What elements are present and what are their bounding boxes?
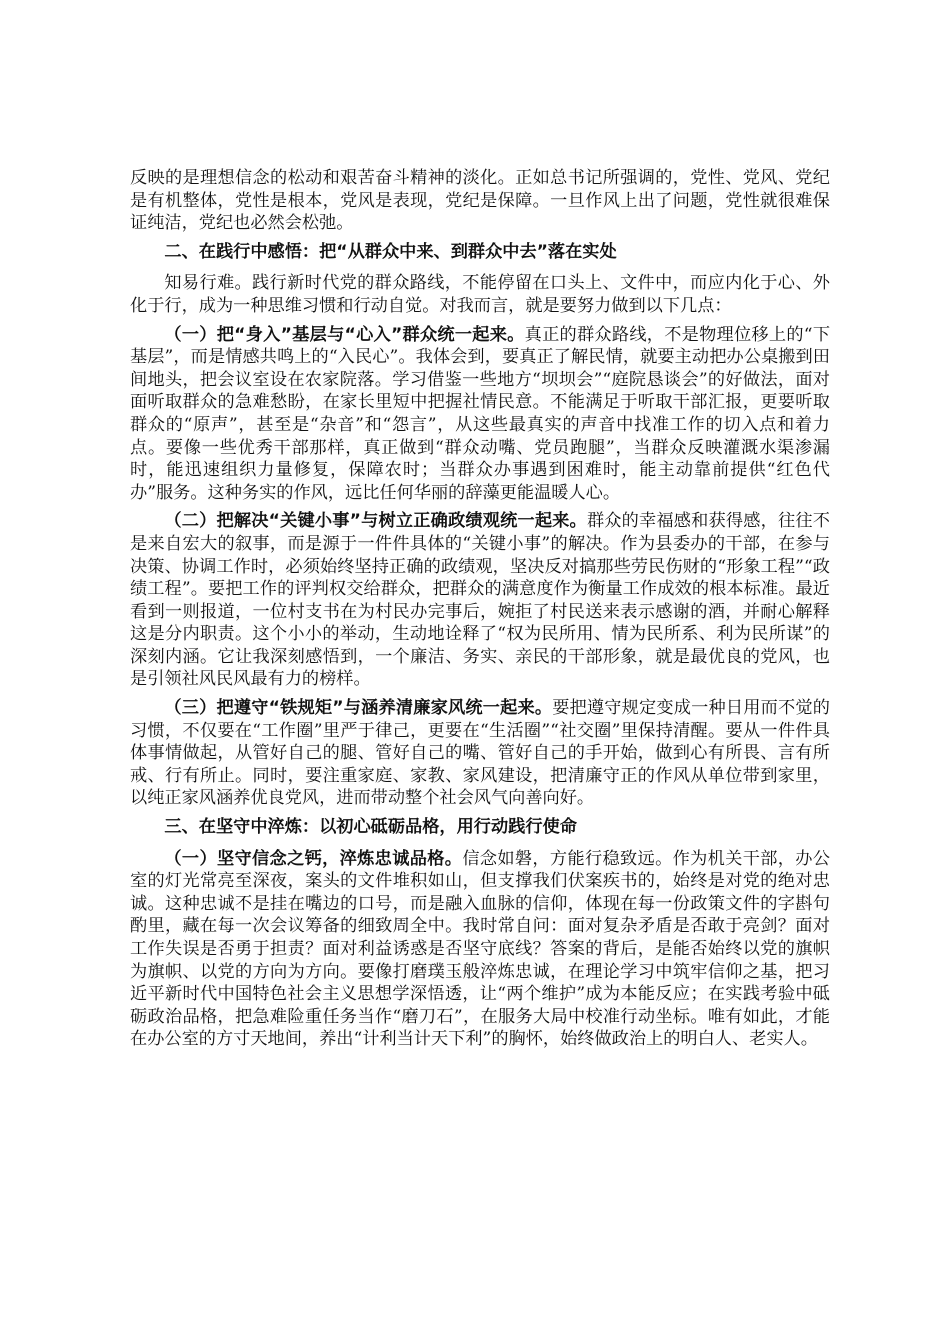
section-3-1-lead: （一）坚守信念之钙，淬炼忠诚品格。 — [164, 848, 463, 869]
section-2-1-body: 真正的群众路线，不是物理位移上的“下基层”，而是情感共鸣上的“入民心”。我体会到，要真正了解民情，就要主动把办公桌搬到田间地头，把会议室设在农家院落。学习借鉴一些地方“坝坝会”“庭院恳谈会”的好做法，面对面听取群众的急难愁盼，在家长里短中把握社情民意。不能满足于听取干部汇报，更要听取群众的“原声”，甚至是“杂音”和“怨言”，从这些最真实的声音中找准工作的切入点和着力点。要像一些优秀干部那样，真正做到“群众动嘴、党员跑腿”，当群众反映灌溉水渠渗漏时，能迅速组织力量修复，保障农时；当群众办事遇到困难时，能主动靠前提供“红色代办”服务。这种务实的作风，远比任何华丽的辞藻更能温暖人心。 — [130, 324, 831, 503]
section-2-intro-paragraph: 知易行难。践行新时代党的群众路线，不能停留在口头上、文件中，而应内化于心、外化于行，成为一种思维习惯和行动自觉。对我而言，就是要努力做到以下几点： — [130, 273, 830, 316]
section-3-1-paragraph — [130, 848, 830, 1051]
section-2-3-lead: （三）把遵守“铁规矩”与涵养清廉家风统一起来。 — [164, 698, 553, 719]
section-2-3-body: 要把遵守规定变成一种日用而不觉的习惯，不仅要在“工作圈”里严于律己，更要在“生活圈”“社交圈”里保持清醒。要从一件件具体事情做起，从管好自己的腿、管好自己的嘴、管好自己的手开始，做到心有所畏、言有所戒、行有所止。同时，要注重家庭、家教、家风建设，把清廉守正的作风从单位带到家里，以纯正家风涵养优良党风，进而带动整个社会风气向善向好。 — [130, 698, 830, 809]
section-2-heading: 二、在践行中感悟：把“从群众中来、到群众中去”落在实处 — [164, 241, 617, 262]
section-2-2-body: 群众的幸福感和获得感，往往不是来自宏大的叙事，而是源于一件件具体的“关键小事”的解决。作为县委办的干部，在参与决策、协调工作时，必须始终坚持正确的政绩观，坚决反对搞那些劳民伤财的“形象工程”“政绩工程”。要把工作的评判权交给群众，把群众的满意度作为衡量工作成效的根本标准。最近看到一则报道，一位村支书在为村民办完事后，婉拒了村民送来表示感谢的酒，并耐心解释这是分内职责。这个小小的举动，生动地诠释了“权为民所用、情为民所系、利为民所谋”的深刻内涵。它让我深刻感悟到，一个廉洁、务实、亲民的干部形象，就是最优良的党风，也是引领社风民风最有力的榜样。 — [130, 511, 830, 690]
section-3-1-body: 信念如磐，方能行稳致远。作为机关干部，办公室的灯光常亮至深夜，案头的文件堆积如山，但支撑我们伏案疾书的，始终是对党的绝对忠诚。这种忠诚不是挂在嘴边的口号，而是融入血脉的信仰，体现在每一份政策文件的字斟句酌里，藏在每一次会议筹备的细致周全中。我时常自问：面对复杂矛盾是否敢于亮剑？面对工作失误是否勇于担责？面对利益诱惑是否坚守底线？答案的背后，是能否始终以党的旗帜为旗帜、以党的方向为方向。要像打磨璞玉般淬炼忠诚，在理论学习中筑牢信仰之基，把习近平新时代中国特色社会主义思想学深悟透，让“两个维护”成为本能反应；在实践考验中砥砺政治品格，把急难险重任务当作“磨刀石”，在服务大局中校准行动坐标。唯有如此，才能在办公室的方寸天地间，养出“计利当计天下利”的胸怀，始终做政治上的明白人、老实人。 — [130, 848, 830, 1050]
section-2-3-paragraph — [130, 697, 830, 810]
intro-paragraph: 反映的是理想信念的松动和艰苦奋斗精神的淡化。正如总书记所强调的，党性、党风、党纪是有机整体，党性是根本，党风是表现，党纪是保障。一旦作风上出了问题，党性就很难保证纯洁，党纪也必然会松弛。 — [130, 168, 830, 234]
section-2-1-lead: （一）把“身入”基层与“心入”群众统一起来。 — [164, 324, 525, 345]
section-2-2-lead: （二）把解决“关键小事”与树立正确政绩观统一起来。 — [164, 511, 587, 532]
section-2-1-paragraph — [130, 324, 830, 505]
section-2-2-paragraph — [130, 510, 830, 691]
section-3-heading: 三、在坚守中淬炼：以初心砥砺品格，用行动践行使命 — [164, 817, 577, 838]
document-body — [130, 167, 830, 1057]
